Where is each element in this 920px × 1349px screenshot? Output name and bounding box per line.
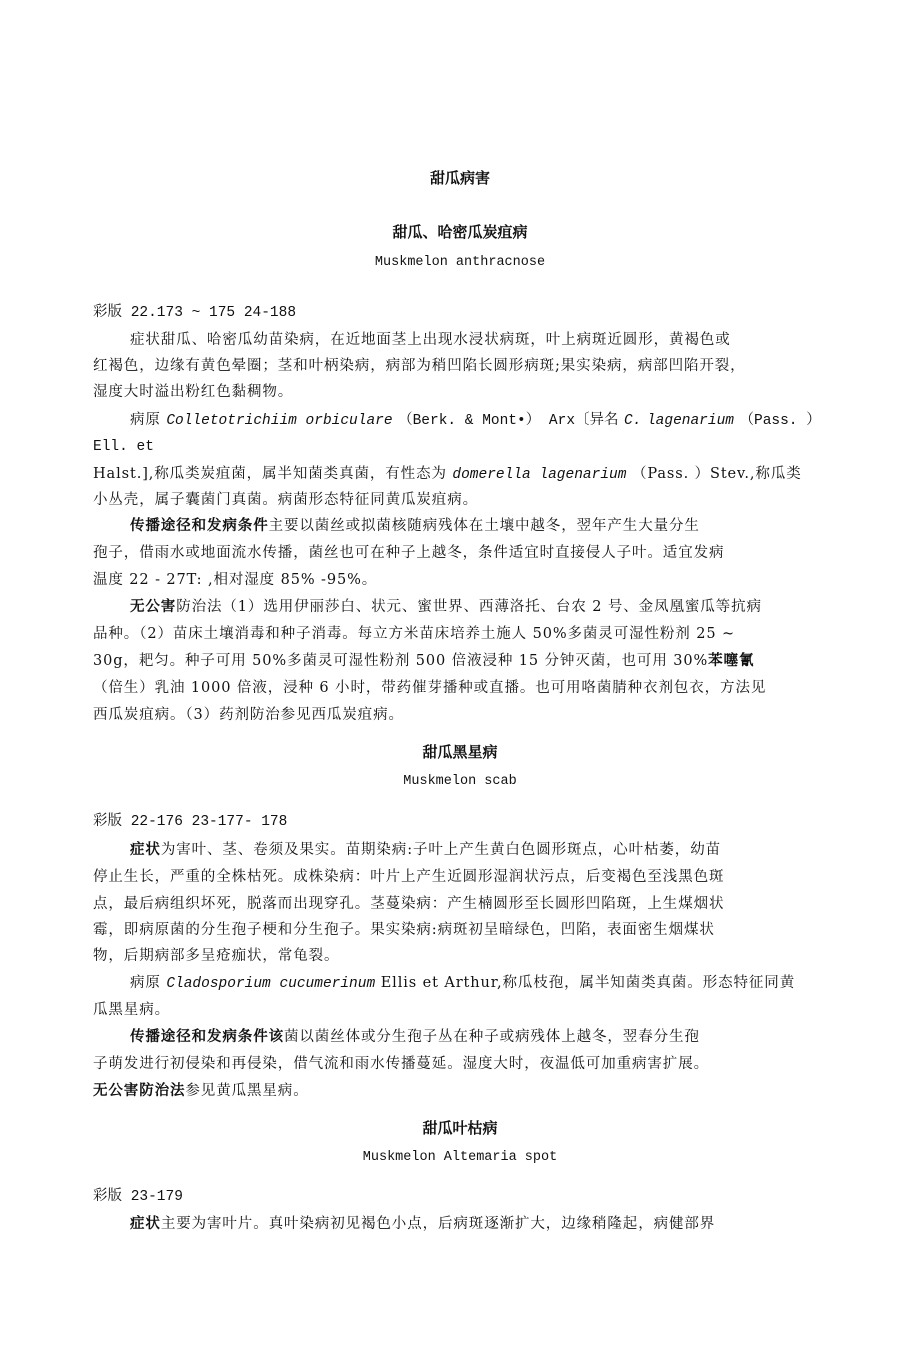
symptom-line <box>130 1214 715 1234</box>
pathogen-text: Ellis et Arthur,称瓜枝孢，属半知菌类真菌。形态特征同黄 <box>380 975 796 991</box>
paragraph-line: 红褐色，边缘有黄色晕圈；茎和叶柄染病，病部为稍凹陷长圆形病斑;果实染病，病部凹陷开裂， <box>93 358 746 374</box>
section-title-en-scab: Muskmelon scab <box>403 774 517 789</box>
symptom-line: 霉，即病原菌的分生孢子梗和分生孢子。果实染病:病斑初呈暗绿色，凹陷，表面密生烟煤状 <box>93 922 715 938</box>
symptom-label: 症状 <box>130 842 161 858</box>
pathogen-line <box>130 410 821 431</box>
symptom-line <box>130 840 721 860</box>
transmission-line <box>130 516 700 536</box>
control-text: 防治法（1）选用伊丽莎白、状元、蜜世界、西薄洛托、台农 2 号、金凤凰蜜瓜等抗病 <box>176 599 762 615</box>
chemical-name: 苯噻氰 <box>708 653 755 669</box>
pathogen-line: Ell. et <box>93 439 154 455</box>
section-title-scab: 甜瓜黑星病 <box>422 743 498 761</box>
symptom-line: 停止生长，严重的全株枯死。成株染病：叶片上产生近圆形湿润状污点，后变褐色至浅黑色斑 <box>93 869 725 885</box>
plate-reference <box>93 302 296 323</box>
species-name: Colletotrichiim orbiculare <box>166 413 393 429</box>
paragraph-line: 症状甜瓜、哈密瓜幼苗染病，在近地面茎上出现水浸状病斑，叶上病斑近圆形，黄褐色或 <box>130 332 731 348</box>
section-title-anthracnose: 甜瓜、哈密瓜炭疽病 <box>392 223 528 241</box>
control-text: 参见黄瓜黑星病。 <box>185 1083 309 1099</box>
section-title-en-anthracnose: Muskmelon anthracnose <box>374 255 546 270</box>
transmission-line <box>130 1027 700 1047</box>
symptom-text: 为害叶、茎、卷须及果实。苗期染病:子叶上产生黄白色圆形斑点，心叶枯萎，幼苗 <box>160 842 721 858</box>
symptom-label: 症状 <box>130 1216 161 1232</box>
transmission-line: 孢子，借雨水或地面流水传播，菌丝也可在种子上越冬，条件适宜时直接侵人子叶。适宜发病 <box>93 545 725 561</box>
transmission-line: 子萌发进行初侵染和再侵染，借气流和雨水传播蔓延。湿度大时，夜温低可加重病害扩展。 <box>93 1056 709 1072</box>
control-line: （倍生）乳油 1000 倍液，浸种 6 小时，带药催芽播种或直播。也可用咯菌腈种衣剂包衣，方法见 <box>93 680 767 696</box>
teleomorph-name: domerella lagenarium <box>452 467 627 483</box>
control-label: 无公害 <box>130 599 177 615</box>
synonym-genus: C. <box>624 413 642 429</box>
pathogen-text: （Pass. ）Stev.,称瓜类 <box>631 466 802 482</box>
pathogen-label: 病原 <box>130 412 161 428</box>
pathogen-line: 小丛壳，属子囊菌门真菌。病菌形态特征同黄瓜炭疽病。 <box>93 492 478 508</box>
plate-reference: 彩版 22-176 23-177- 178 <box>93 814 288 830</box>
control-text: 30g，耙匀。种子可用 50%多菌灵可湿性粉剂 500 倍液浸种 15 分钟灭菌，也可用 30% <box>93 653 709 669</box>
section-title-leaf-blight: 甜瓜叶枯病 <box>422 1119 498 1137</box>
transmission-line: 温度 22 - 27T: ,相对湿度 85% -95%。 <box>93 572 378 588</box>
control-line <box>130 597 762 617</box>
control-line <box>93 651 754 671</box>
species-name: Cladosporium cucumerinum <box>166 976 376 992</box>
pathogen-text: Halst.],称瓜类炭疽菌，属半知菌类真菌，有性态为 <box>93 466 447 482</box>
transmission-text: 菌以菌丝体或分生孢子丛在种子或病残体上越冬，翌春分生孢 <box>284 1029 700 1045</box>
control-label: 无公害防治法 <box>93 1083 186 1099</box>
pathogen-label: 病原 <box>130 975 161 991</box>
pathogen-line: 瓜黑星病。 <box>93 1002 170 1018</box>
symptom-line: 点，最后病组织坏死，脱落而出现穿孔。茎蔓染病：产生楠圆形至长圆形凹陷斑，上生煤烟状 <box>93 896 725 912</box>
pathogen-line <box>93 464 802 485</box>
section-title-en-leaf-blight: Muskmelon Altemaria spot <box>362 1150 558 1165</box>
synonym-authors: （Pass. ） <box>739 413 821 429</box>
pathogen-line <box>130 973 795 994</box>
control-line: 品种。（2）苗床土壤消毒和种子消毒。每立方米苗床培养土施人 50%多菌灵可湿性粉剂 25 ~ <box>93 626 736 642</box>
control-line: 西瓜炭疽病。（3）药剂防治参见西瓜炭疽病。 <box>93 707 404 723</box>
authors: （Berk. & Mont•） Arx〔异名 <box>398 413 619 429</box>
synonym-species: lagenarium <box>646 413 734 429</box>
symptom-text: 主要为害叶片。真叶染病初见褐色小点，后病斑逐渐扩大，边缘稍隆起，病健部界 <box>160 1216 716 1232</box>
plate-reference: 彩版 23-179 <box>93 1189 183 1205</box>
symptom-line: 物，后期病部多呈疮痂状，常龟裂。 <box>93 948 340 964</box>
page-title: 甜瓜病害 <box>429 169 490 187</box>
transmission-label: 传播途径和发病条件该 <box>130 1029 284 1045</box>
transmission-text: 主要以菌丝或拟菌核随病残体在土壤中越冬，翌年产生大量分生 <box>268 518 700 534</box>
plate-text: 彩版 22.173 ~ 175 24-188 <box>93 305 297 321</box>
paragraph-line: 湿度大时溢出粉红色黏稠物。 <box>93 384 294 400</box>
transmission-label: 传播途径和发病条件 <box>130 518 269 534</box>
control-line <box>93 1081 309 1101</box>
